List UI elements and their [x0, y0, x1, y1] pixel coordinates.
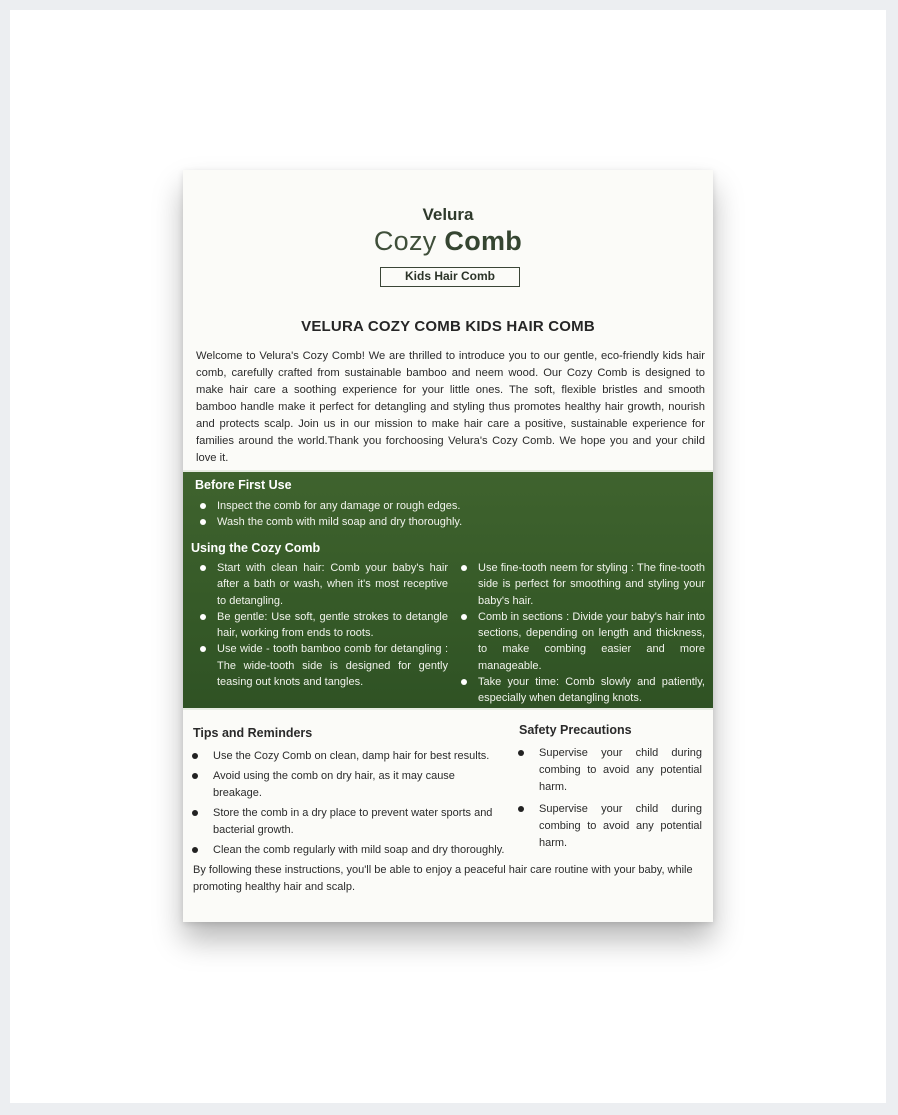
- product-name-bold: Comb: [444, 226, 523, 256]
- list-item: Avoid using the comb on dry hair, as it may cause breakage.: [183, 768, 505, 802]
- list-item: Wash the comb with mild soap and dry thoroughly.: [195, 514, 695, 530]
- safety-heading: Safety Precautions: [519, 723, 632, 737]
- list-item: Clean the comb regularly with mild soap and dry thoroughly.: [183, 842, 505, 859]
- safety-list: [509, 745, 702, 852]
- before-first-use-heading: Before First Use: [195, 478, 292, 492]
- list-item: Use the Cozy Comb on clean, damp hair for best results.: [183, 748, 505, 765]
- before-first-use-list: [195, 498, 695, 531]
- closing-paragraph: By following these instructions, you'll be able to enjoy a peaceful hair care routine with your baby, while promoting healthy hair and scalp.: [193, 864, 693, 893]
- tips-list: [183, 748, 505, 859]
- document-title: VELURA COZY COMB KIDS HAIR COMB: [301, 318, 595, 335]
- list-item: Store the comb in a dry place to prevent water sports and bacterial growth.: [183, 805, 505, 839]
- list-item: Comb in sections : Divide your baby's hair into sections, depending on length and thickness, to make combing easier and more manageable.: [456, 609, 705, 674]
- using-list-right: [456, 560, 705, 707]
- product-name-light: Cozy: [373, 226, 437, 256]
- list-item: Supervise your child during combing to avoid any potential harm.: [509, 745, 702, 796]
- list-item: Inspect the comb for any damage or rough edges.: [195, 498, 695, 514]
- list-item: Take your time: Comb slowly and patiently, especially when detangling knots.: [456, 674, 705, 707]
- list-item: Use fine-tooth neem for styling : The fine-tooth side is perfect for smoothing and styling your baby's hair.: [456, 560, 705, 609]
- list-item: Be gentle: Use soft, gentle strokes to detangle hair, working from ends to roots.: [195, 609, 448, 642]
- list-item: Use wide - tooth bamboo comb for detangling : The wide-tooth side is designed for gently teasing out knots and tangles.: [195, 641, 448, 690]
- product-name: [183, 226, 713, 257]
- brand-name: Velura: [422, 205, 474, 224]
- usage-band: [183, 470, 713, 710]
- using-heading: Using the Cozy Comb: [191, 541, 321, 555]
- list-item: Supervise your child during combing to avoid any potential harm.: [509, 801, 702, 852]
- intro-paragraph: Welcome to Velura's Cozy Comb! We are thrilled to introduce you to our gentle, eco-friendly kids hair comb, carefully crafted from sustainable bamboo and neem wood. Our Cozy Comb is designed to make hair care a soothing experience for your little ones. The soft, flexible bristles and smooth bamboo handle make it perfect for detangling and styling thus promotes healthy hair growth, nourish and protects scalp. Join us in our mission to make hair care a positive, sustainable experience for families around the world.Thank you forchoosing Velura's Cozy Comb. We hope you and your child love it.: [196, 350, 705, 464]
- list-item: Start with clean hair: Comb your baby's hair after a bath or wash, when it's most receptive to detangling.: [195, 560, 448, 609]
- instruction-card: [183, 170, 713, 922]
- product-tag: Kids Hair Comb: [380, 267, 520, 287]
- tips-heading: Tips and Reminders: [193, 726, 313, 740]
- using-list-left: [195, 560, 448, 690]
